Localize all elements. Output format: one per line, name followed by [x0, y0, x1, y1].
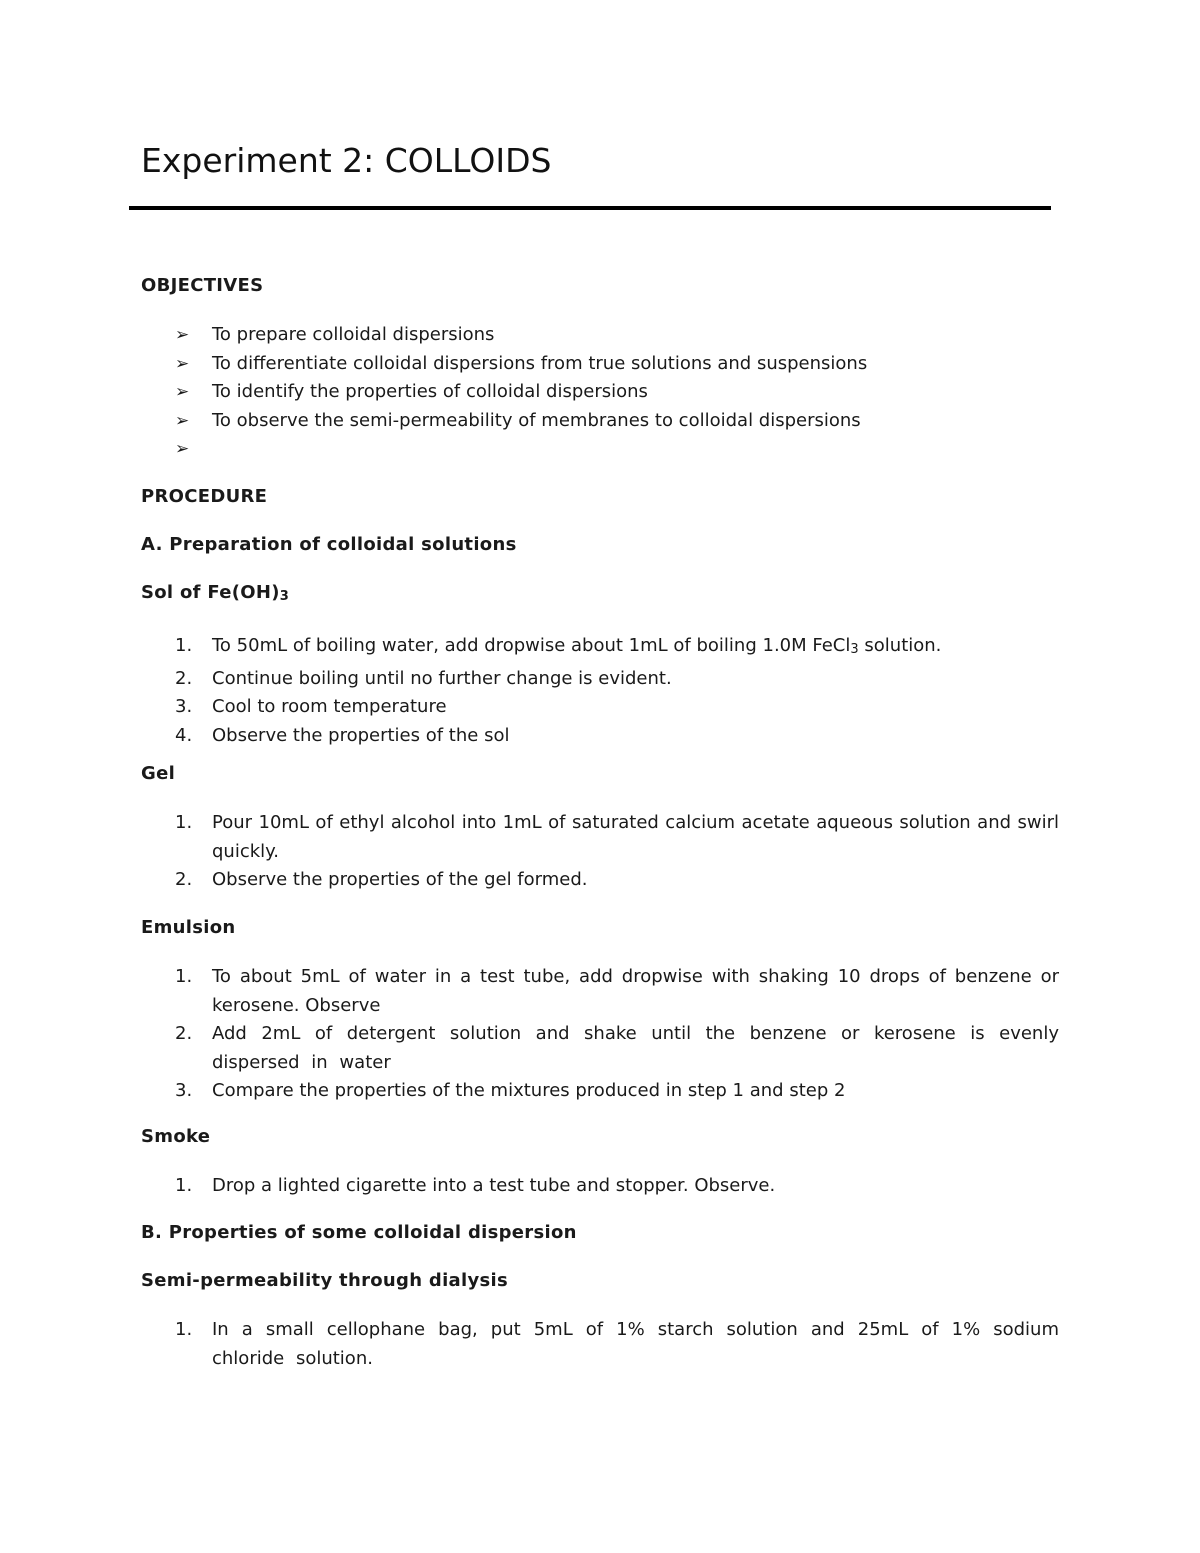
sol-heading: Sol of $Fe(OH)_3$	[141, 582, 290, 604]
emulsion-heading: Emulsion	[141, 917, 236, 938]
arrow-bullet-icon: ➢	[175, 353, 190, 374]
dialysis-section	[141, 1268, 1061, 1373]
step-item: 1. Drop a lighted cigarette into a test tube and stopper. Observe.	[175, 1175, 776, 1196]
dialysis-steps	[141, 1316, 1061, 1373]
step-item: 1. To 50mL of boiling water, add dropwise about 1mL of boiling 1.0M FeCl$_3$ solution.	[175, 635, 942, 657]
step-item: 1. Pour 10mL of ethyl alcohol into 1mL of saturated calcium acetate aqueous solution and swirl quickly.	[175, 812, 1059, 862]
sol-steps	[141, 632, 1061, 750]
step-item: 2. Add 2mL of detergent solution and shake until the benzene or kerosene is evenly dispersed in water	[175, 1023, 1059, 1073]
emulsion-steps	[141, 963, 1061, 1106]
procedure-heading-block	[141, 484, 1061, 510]
section-a-heading-block	[141, 532, 1061, 558]
section-a-heading: A. Preparation of colloidal solutions	[141, 534, 517, 555]
document-title: Experiment 2: COLLOIDS	[141, 141, 552, 180]
objectives-list	[141, 321, 1061, 464]
arrow-bullet-icon: ➢	[175, 325, 190, 345]
gel-section	[141, 761, 1061, 895]
smoke-section	[141, 1124, 1061, 1201]
step-item: 4. Observe the properties of the sol	[175, 724, 510, 746]
gel-heading: Gel	[141, 763, 176, 784]
objectives-heading: OBJECTIVES	[141, 275, 264, 296]
procedure-heading: PROCEDURE	[141, 486, 268, 507]
section-b-heading: B. Properties of some colloidal dispersion	[141, 1222, 577, 1243]
arrow-bullet-icon: ➢	[175, 439, 190, 459]
arrow-bullet-icon: ➢	[175, 382, 190, 402]
emulsion-section	[141, 915, 1061, 1106]
gel-steps	[141, 809, 1061, 895]
sol-section	[141, 580, 1061, 750]
smoke-heading: Smoke	[141, 1126, 211, 1147]
dialysis-heading: Semi-permeability through dialysis	[141, 1270, 508, 1291]
section-b-heading-block	[141, 1220, 1061, 1246]
objectives-section	[141, 273, 1061, 464]
arrow-bullet-icon: ➢	[175, 410, 190, 431]
title-underline	[129, 206, 1051, 210]
step-item: 1. To about 5mL of water in a test tube, add dropwise with shaking 10 drops of benzene or kerosene. Observe	[175, 966, 1059, 1016]
step-item: 3. Cool to room temperature	[175, 696, 447, 717]
objective-item: ➢ To prepare colloidal dispersions	[141, 321, 1061, 350]
objective-item: ➢ To observe the semi-permeability of membranes to colloidal dispersions	[141, 407, 1061, 436]
objective-item: ➢ To differentiate colloidal dispersions from true solutions and suspensions	[141, 350, 1061, 379]
step-item: 3. Compare the properties of the mixtures produced in step 1 and step 2	[175, 1080, 846, 1101]
step-item: 2. Continue boiling until no further change is evident.	[175, 667, 672, 689]
objective-item	[141, 435, 1061, 464]
objective-item: ➢ To identify the properties of colloidal dispersions	[141, 378, 1061, 407]
smoke-steps	[141, 1172, 1061, 1201]
step-item: 1. In a small cellophane bag, put 5mL of 1% starch solution and 25mL of 1% sodium chloride solution.	[175, 1319, 1059, 1369]
step-item: 2. Observe the properties of the gel formed.	[175, 869, 588, 890]
